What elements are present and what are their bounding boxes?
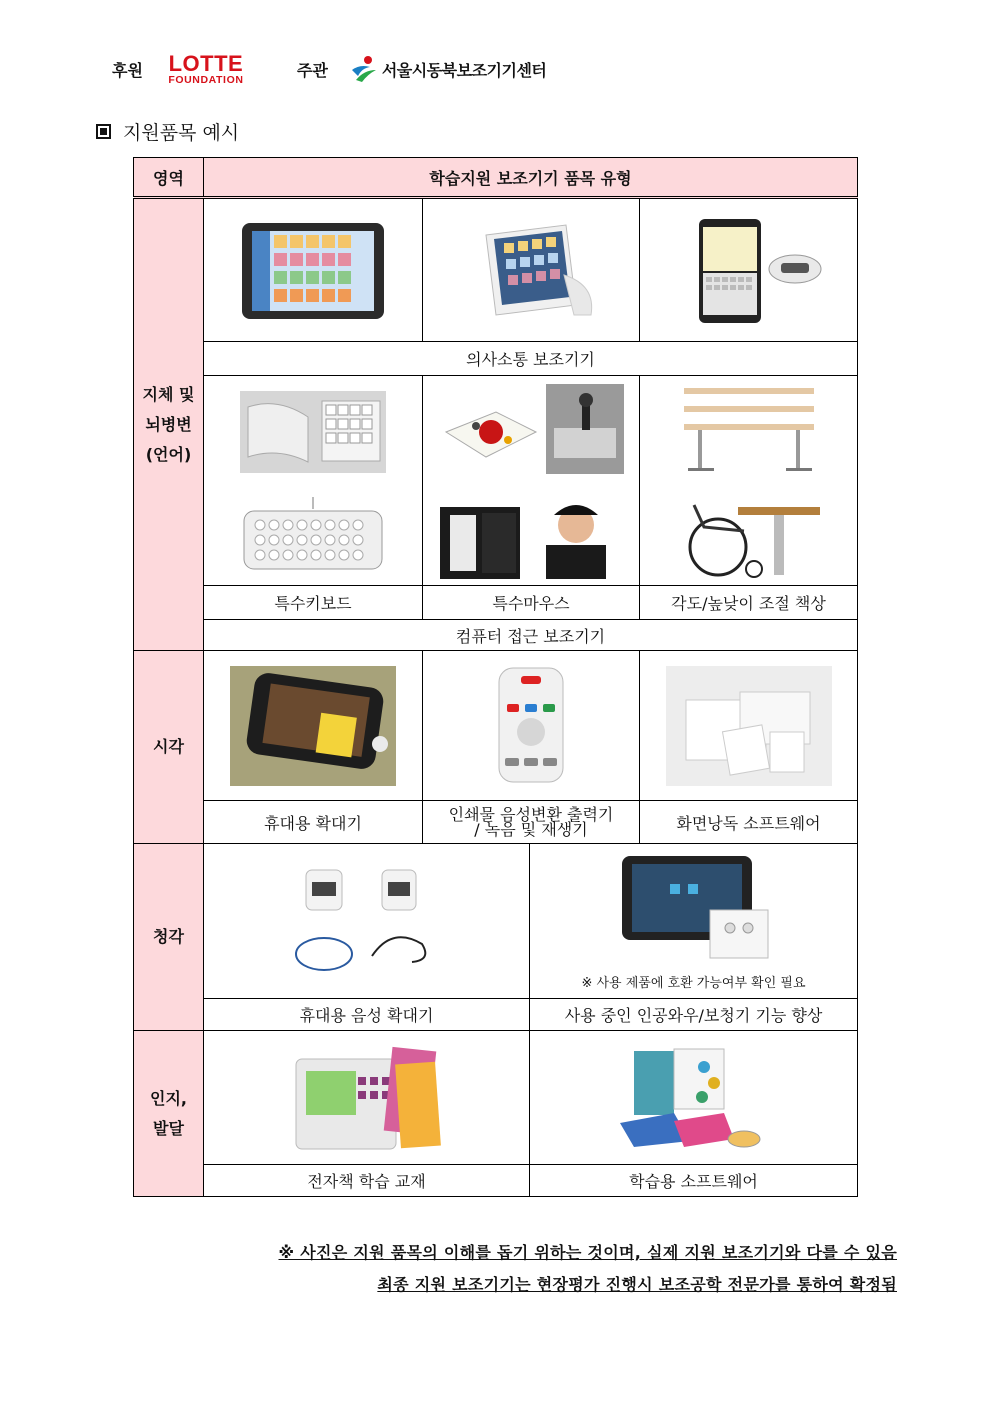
desk-image-cell: [640, 376, 858, 586]
communication-phone-image-cell: [640, 198, 858, 342]
category-hearing: 청각: [134, 844, 204, 1031]
split-keyboard-image: [238, 387, 388, 477]
large-key-keyboard-image: [238, 495, 388, 575]
caption-computer-access: 컴퓨터 접근 보조기기: [204, 620, 858, 651]
amplifier-image-cell: [204, 844, 530, 999]
height-adjustable-desk-image: [674, 380, 824, 475]
ebook-device-image: [292, 1043, 442, 1153]
tablet-earphone-image: [614, 852, 774, 964]
caption-print-reader: 인쇄물 음성변환 출력기 / 녹음 및 재생기: [423, 801, 640, 844]
learning-software-image-cell: [530, 1031, 858, 1165]
section-title: 지원품목 예시: [96, 118, 239, 145]
caption-magnifier: 휴대용 확대기: [204, 801, 423, 844]
mouse-image-cell: [423, 376, 640, 586]
square-bullet-icon: [96, 124, 111, 139]
seoul-center-logo: 서울시동북보조기기센터: [350, 54, 547, 84]
caption-learning-software: 학습용 소프트웨어: [530, 1165, 858, 1197]
communication-tablet-image-cell: [204, 198, 423, 342]
footer-note-2: 최종 지원 보조기기는 현장평가 진행시 보조공학 전문가를 통하여 확정됨: [377, 1275, 897, 1294]
caption-communication: 의사소통 보조기기: [204, 342, 858, 376]
ebook-image-cell: [204, 1031, 530, 1165]
personal-amplifier-image: [292, 866, 442, 976]
communication-device-image: [456, 215, 606, 325]
support-items-table: [133, 157, 858, 1197]
caption-desk: 각도/높낮이 조절 책상: [640, 586, 858, 620]
sponsor-header: [112, 52, 546, 86]
portable-magnifier-image: [230, 666, 396, 786]
footer-note-1: ※ 사진은 지원 품목의 이해를 돕기 위하는 것이며, 실제 지원 보조기기와 다를 수 있음: [278, 1243, 897, 1262]
head-mouse-image: [436, 495, 626, 580]
host-label: 주관: [296, 60, 328, 80]
magnifier-image-cell: [204, 651, 423, 801]
category-physical: 지체 및 뇌병변 (언어): [134, 198, 204, 651]
seoul-logo-icon: [350, 54, 378, 84]
col-header-area: 영역: [134, 158, 204, 198]
screenreader-software-box-image: [666, 666, 832, 786]
learning-software-box-image: [614, 1043, 774, 1153]
sponsor-label: 후원: [112, 60, 143, 80]
implant-image-cell: [530, 844, 858, 999]
caption-mouse: 특수마우스: [423, 586, 640, 620]
category-cognition: 인지, 발달: [134, 1031, 204, 1197]
caption-amplifier: 휴대용 음성 확대기: [204, 999, 530, 1031]
lotte-foundation-logo: LOTTE FOUNDATION: [168, 50, 244, 86]
phone-aac-image: [669, 215, 829, 325]
wheelchair-desk-image: [674, 487, 824, 582]
screenreader-image-cell: [640, 651, 858, 801]
caption-implant: 사용 중인 인공와우/보청기 기능 향상: [530, 999, 858, 1031]
col-header-type: 학습지원 보조기기 품목 유형: [204, 158, 858, 198]
print-reader-remote-image: [491, 666, 571, 786]
communication-device-image-cell: [423, 198, 640, 342]
aac-tablet-image: [238, 215, 388, 325]
trackball-joystick-image: [436, 382, 626, 477]
reader-image-cell: [423, 651, 640, 801]
caption-screenreader: 화면낭독 소프트웨어: [640, 801, 858, 844]
keyboard-image-cell: [204, 376, 423, 586]
category-vision: 시각: [134, 651, 204, 844]
compatibility-note: ※ 사용 제품에 호환 가능여부 확인 필요: [581, 975, 806, 991]
caption-keyboard: 특수키보드: [204, 586, 423, 620]
caption-ebook: 전자책 학습 교재: [204, 1165, 530, 1197]
